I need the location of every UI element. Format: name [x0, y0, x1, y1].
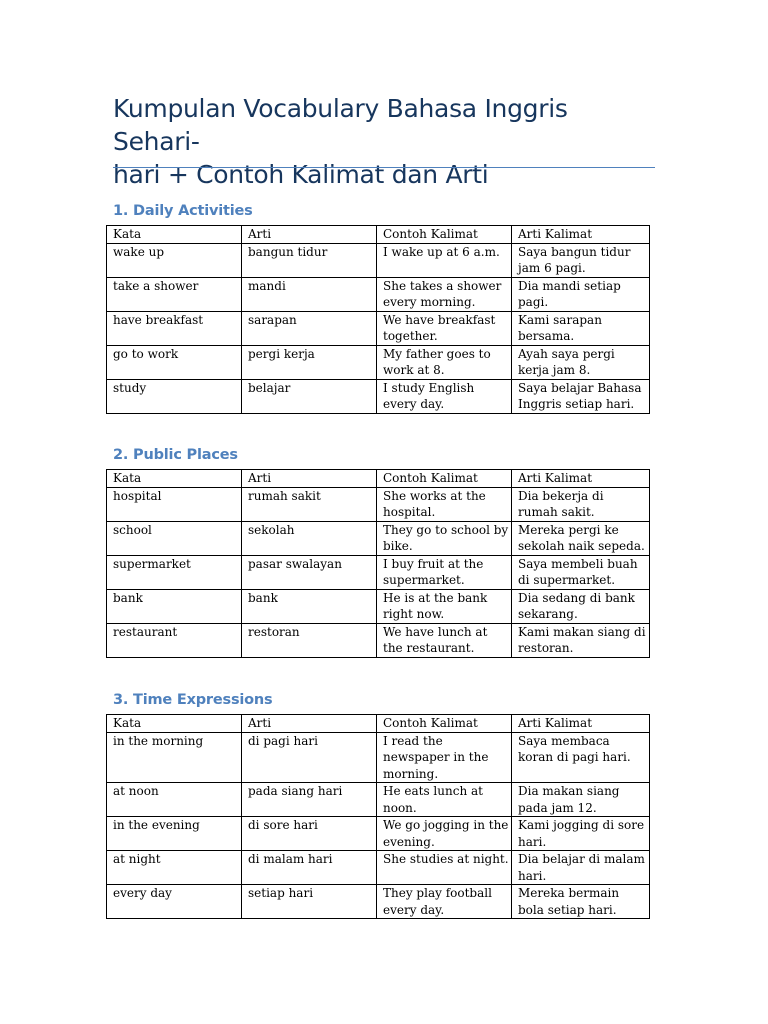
- cell-contoh-kalimat: I wake up at 6 a.m.: [377, 243, 512, 277]
- column-header-arti: Arti: [242, 226, 377, 244]
- table-row: [107, 783, 650, 817]
- cell-arti-kalimat: Dia sedang di bank sekarang.: [512, 589, 650, 623]
- document-title-line-2: hari + Contoh Kalimat dan Arti: [113, 160, 489, 189]
- column-header-contoh-kalimat: Contoh Kalimat: [377, 470, 512, 488]
- cell-arti: belajar: [242, 379, 377, 413]
- cell-contoh-kalimat: I buy fruit at the supermarket.: [377, 555, 512, 589]
- table-row: [107, 277, 650, 311]
- vocab-table-daily-activities: [106, 225, 650, 414]
- table-row: [107, 589, 650, 623]
- cell-arti: setiap hari: [242, 885, 377, 919]
- cell-arti: di sore hari: [242, 817, 377, 851]
- cell-contoh-kalimat: We have breakfast together.: [377, 311, 512, 345]
- cell-arti: mandi: [242, 277, 377, 311]
- cell-arti-kalimat: Kami sarapan bersama.: [512, 311, 650, 345]
- cell-contoh-kalimat: We go jogging in the evening.: [377, 817, 512, 851]
- cell-kata: restaurant: [107, 623, 242, 657]
- cell-arti: sekolah: [242, 521, 377, 555]
- cell-arti-kalimat: Saya membeli buah di supermarket.: [512, 555, 650, 589]
- cell-contoh-kalimat: I study English every day.: [377, 379, 512, 413]
- cell-kata: at night: [107, 851, 242, 885]
- table-row: [107, 623, 650, 657]
- cell-contoh-kalimat: She takes a shower every morning.: [377, 277, 512, 311]
- column-header-arti-kalimat: Arti Kalimat: [512, 470, 650, 488]
- cell-arti: pergi kerja: [242, 345, 377, 379]
- section-heading-public-places: 2. Public Places: [113, 447, 238, 463]
- cell-arti: pada siang hari: [242, 783, 377, 817]
- cell-contoh-kalimat: She works at the hospital.: [377, 487, 512, 521]
- column-header-arti-kalimat: Arti Kalimat: [512, 715, 650, 733]
- column-header-kata: Kata: [107, 226, 242, 244]
- cell-contoh-kalimat: He eats lunch at noon.: [377, 783, 512, 817]
- cell-arti: bank: [242, 589, 377, 623]
- column-header-arti: Arti: [242, 715, 377, 733]
- cell-kata: go to work: [107, 345, 242, 379]
- cell-kata: in the evening: [107, 817, 242, 851]
- cell-contoh-kalimat: They play football every day.: [377, 885, 512, 919]
- table-row: [107, 243, 650, 277]
- cell-arti: bangun tidur: [242, 243, 377, 277]
- table-row: [107, 487, 650, 521]
- cell-kata: take a shower: [107, 277, 242, 311]
- table-row: [107, 851, 650, 885]
- document-title: [113, 92, 658, 191]
- cell-kata: every day: [107, 885, 242, 919]
- table-row: [107, 521, 650, 555]
- cell-kata: at noon: [107, 783, 242, 817]
- table-row: [107, 379, 650, 413]
- cell-kata: bank: [107, 589, 242, 623]
- cell-contoh-kalimat: They go to school by bike.: [377, 521, 512, 555]
- section-heading-daily-activities: 1. Daily Activities: [113, 203, 253, 219]
- cell-kata: have breakfast: [107, 311, 242, 345]
- column-header-contoh-kalimat: Contoh Kalimat: [377, 226, 512, 244]
- cell-arti-kalimat: Kami jogging di sore hari.: [512, 817, 650, 851]
- table-row: [107, 345, 650, 379]
- table-header-row: [107, 715, 650, 733]
- cell-kata: supermarket: [107, 555, 242, 589]
- cell-kata: school: [107, 521, 242, 555]
- cell-contoh-kalimat: We have lunch at the restaurant.: [377, 623, 512, 657]
- column-header-kata: Kata: [107, 470, 242, 488]
- cell-contoh-kalimat: He is at the bank right now.: [377, 589, 512, 623]
- cell-arti-kalimat: Dia belajar di malam hari.: [512, 851, 650, 885]
- cell-contoh-kalimat: She studies at night.: [377, 851, 512, 885]
- column-header-contoh-kalimat: Contoh Kalimat: [377, 715, 512, 733]
- document-title-line-1: Kumpulan Vocabulary Bahasa Inggris Sehari-: [113, 94, 568, 156]
- cell-kata: wake up: [107, 243, 242, 277]
- table-row: [107, 885, 650, 919]
- column-header-arti: Arti: [242, 470, 377, 488]
- cell-arti-kalimat: Saya membaca koran di pagi hari.: [512, 732, 650, 783]
- cell-arti: pasar swalayan: [242, 555, 377, 589]
- cell-contoh-kalimat: My father goes to work at 8.: [377, 345, 512, 379]
- title-underline-rule: [113, 167, 655, 168]
- vocab-table-time-expressions: [106, 714, 650, 919]
- cell-arti: di pagi hari: [242, 732, 377, 783]
- column-header-arti-kalimat: Arti Kalimat: [512, 226, 650, 244]
- section-heading-time-expressions: 3. Time Expressions: [113, 692, 273, 708]
- table-header-row: [107, 470, 650, 488]
- table-row: [107, 555, 650, 589]
- cell-arti-kalimat: Saya belajar Bahasa Inggris setiap hari.: [512, 379, 650, 413]
- table-row: [107, 817, 650, 851]
- cell-kata: study: [107, 379, 242, 413]
- cell-arti-kalimat: Mereka pergi ke sekolah naik sepeda.: [512, 521, 650, 555]
- cell-arti-kalimat: Kami makan siang di restoran.: [512, 623, 650, 657]
- table-header-row: [107, 226, 650, 244]
- cell-kata: in the morning: [107, 732, 242, 783]
- cell-arti: di malam hari: [242, 851, 377, 885]
- cell-arti-kalimat: Mereka bermain bola setiap hari.: [512, 885, 650, 919]
- cell-arti-kalimat: Dia mandi setiap pagi.: [512, 277, 650, 311]
- cell-kata: hospital: [107, 487, 242, 521]
- cell-arti-kalimat: Dia bekerja di rumah sakit.: [512, 487, 650, 521]
- cell-arti-kalimat: Dia makan siang pada jam 12.: [512, 783, 650, 817]
- cell-arti: restoran: [242, 623, 377, 657]
- vocab-table-public-places: [106, 469, 650, 658]
- cell-arti: rumah sakit: [242, 487, 377, 521]
- cell-contoh-kalimat: I read the newspaper in the morning.: [377, 732, 512, 783]
- table-row: [107, 311, 650, 345]
- cell-arti-kalimat: Ayah saya pergi kerja jam 8.: [512, 345, 650, 379]
- column-header-kata: Kata: [107, 715, 242, 733]
- table-row: [107, 732, 650, 783]
- cell-arti: sarapan: [242, 311, 377, 345]
- cell-arti-kalimat: Saya bangun tidur jam 6 pagi.: [512, 243, 650, 277]
